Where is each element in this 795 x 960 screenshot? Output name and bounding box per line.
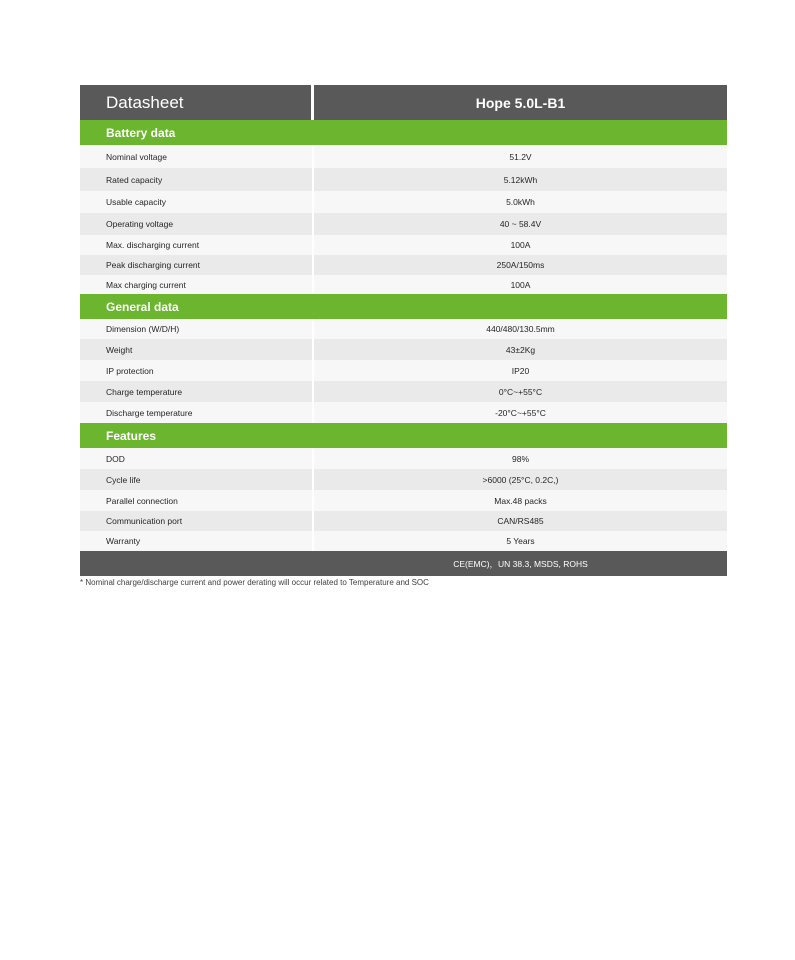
table-row	[80, 168, 727, 191]
table-row	[80, 275, 727, 294]
table-row	[80, 448, 727, 469]
row-label: Usable capacity	[80, 191, 314, 213]
row-label: Dimension (W/D/H)	[80, 319, 314, 339]
row-value: >6000 (25°C, 0.2C,)	[482, 474, 559, 485]
row-label: Communication port	[80, 511, 314, 531]
row-value: -20°C~+55°C	[495, 407, 546, 418]
row-value: 440/480/130.5mm	[486, 324, 555, 334]
model-name: Hope 5.0L-B1	[475, 94, 566, 111]
table-row	[80, 360, 727, 381]
row-value: 5 Years	[506, 536, 535, 546]
table-row	[80, 402, 727, 423]
section-general-data: General data	[80, 294, 727, 319]
row-label: Operating voltage	[80, 213, 314, 235]
row-value: Max.48 packs	[494, 495, 547, 506]
table-row	[80, 319, 727, 339]
table-row	[80, 191, 727, 213]
row-label: Cycle life	[80, 469, 314, 490]
table-row	[80, 381, 727, 402]
row-label: DOD	[80, 448, 314, 469]
row-value: 43±2Kg	[505, 344, 536, 355]
certifications-footer: CE(EMC)，UN 38.3, MSDS, ROHS	[80, 551, 727, 576]
table-row	[80, 235, 727, 255]
row-label: Warranty	[80, 531, 314, 551]
row-label: Max charging current	[80, 275, 314, 294]
footnote: * Nominal charge/discharge current and power derating will occur related to Temperature and SOC	[80, 578, 429, 587]
row-value: 98%	[511, 453, 529, 464]
row-label: Weight	[80, 339, 314, 360]
row-value: CAN/RS485	[497, 516, 544, 526]
row-value: 100A	[510, 240, 531, 250]
row-value: 40 ~ 58.4V	[499, 219, 542, 229]
table-row	[80, 255, 727, 275]
row-value: IP20	[511, 365, 530, 376]
row-value: 100A	[510, 279, 531, 290]
row-label: Charge temperature	[80, 381, 314, 402]
row-value: 250A/150ms	[496, 260, 545, 270]
table-row	[80, 469, 727, 490]
table-row	[80, 511, 727, 531]
row-value: 0°C~+55°C	[498, 386, 543, 397]
row-label: Rated capacity	[80, 168, 314, 191]
row-label: Max. discharging current	[80, 235, 314, 255]
table-header	[80, 85, 727, 120]
row-value: 5.12kWh	[503, 174, 538, 185]
header-label: Datasheet	[80, 85, 314, 120]
row-value: 5.0kWh	[506, 197, 535, 207]
row-label: Parallel connection	[80, 490, 314, 511]
row-label: Nominal voltage	[80, 145, 314, 168]
row-value: 51.2V	[509, 151, 532, 162]
table-row	[80, 531, 727, 551]
row-label: Peak discharging current	[80, 255, 314, 275]
table-row	[80, 145, 727, 168]
table-row	[80, 213, 727, 235]
row-label: IP protection	[80, 360, 314, 381]
row-label: Discharge temperature	[80, 402, 314, 423]
datasheet-table	[80, 85, 727, 576]
section-features: Features	[80, 423, 727, 448]
section-battery-data: Battery data	[80, 120, 727, 145]
table-row	[80, 339, 727, 360]
table-row	[80, 490, 727, 511]
